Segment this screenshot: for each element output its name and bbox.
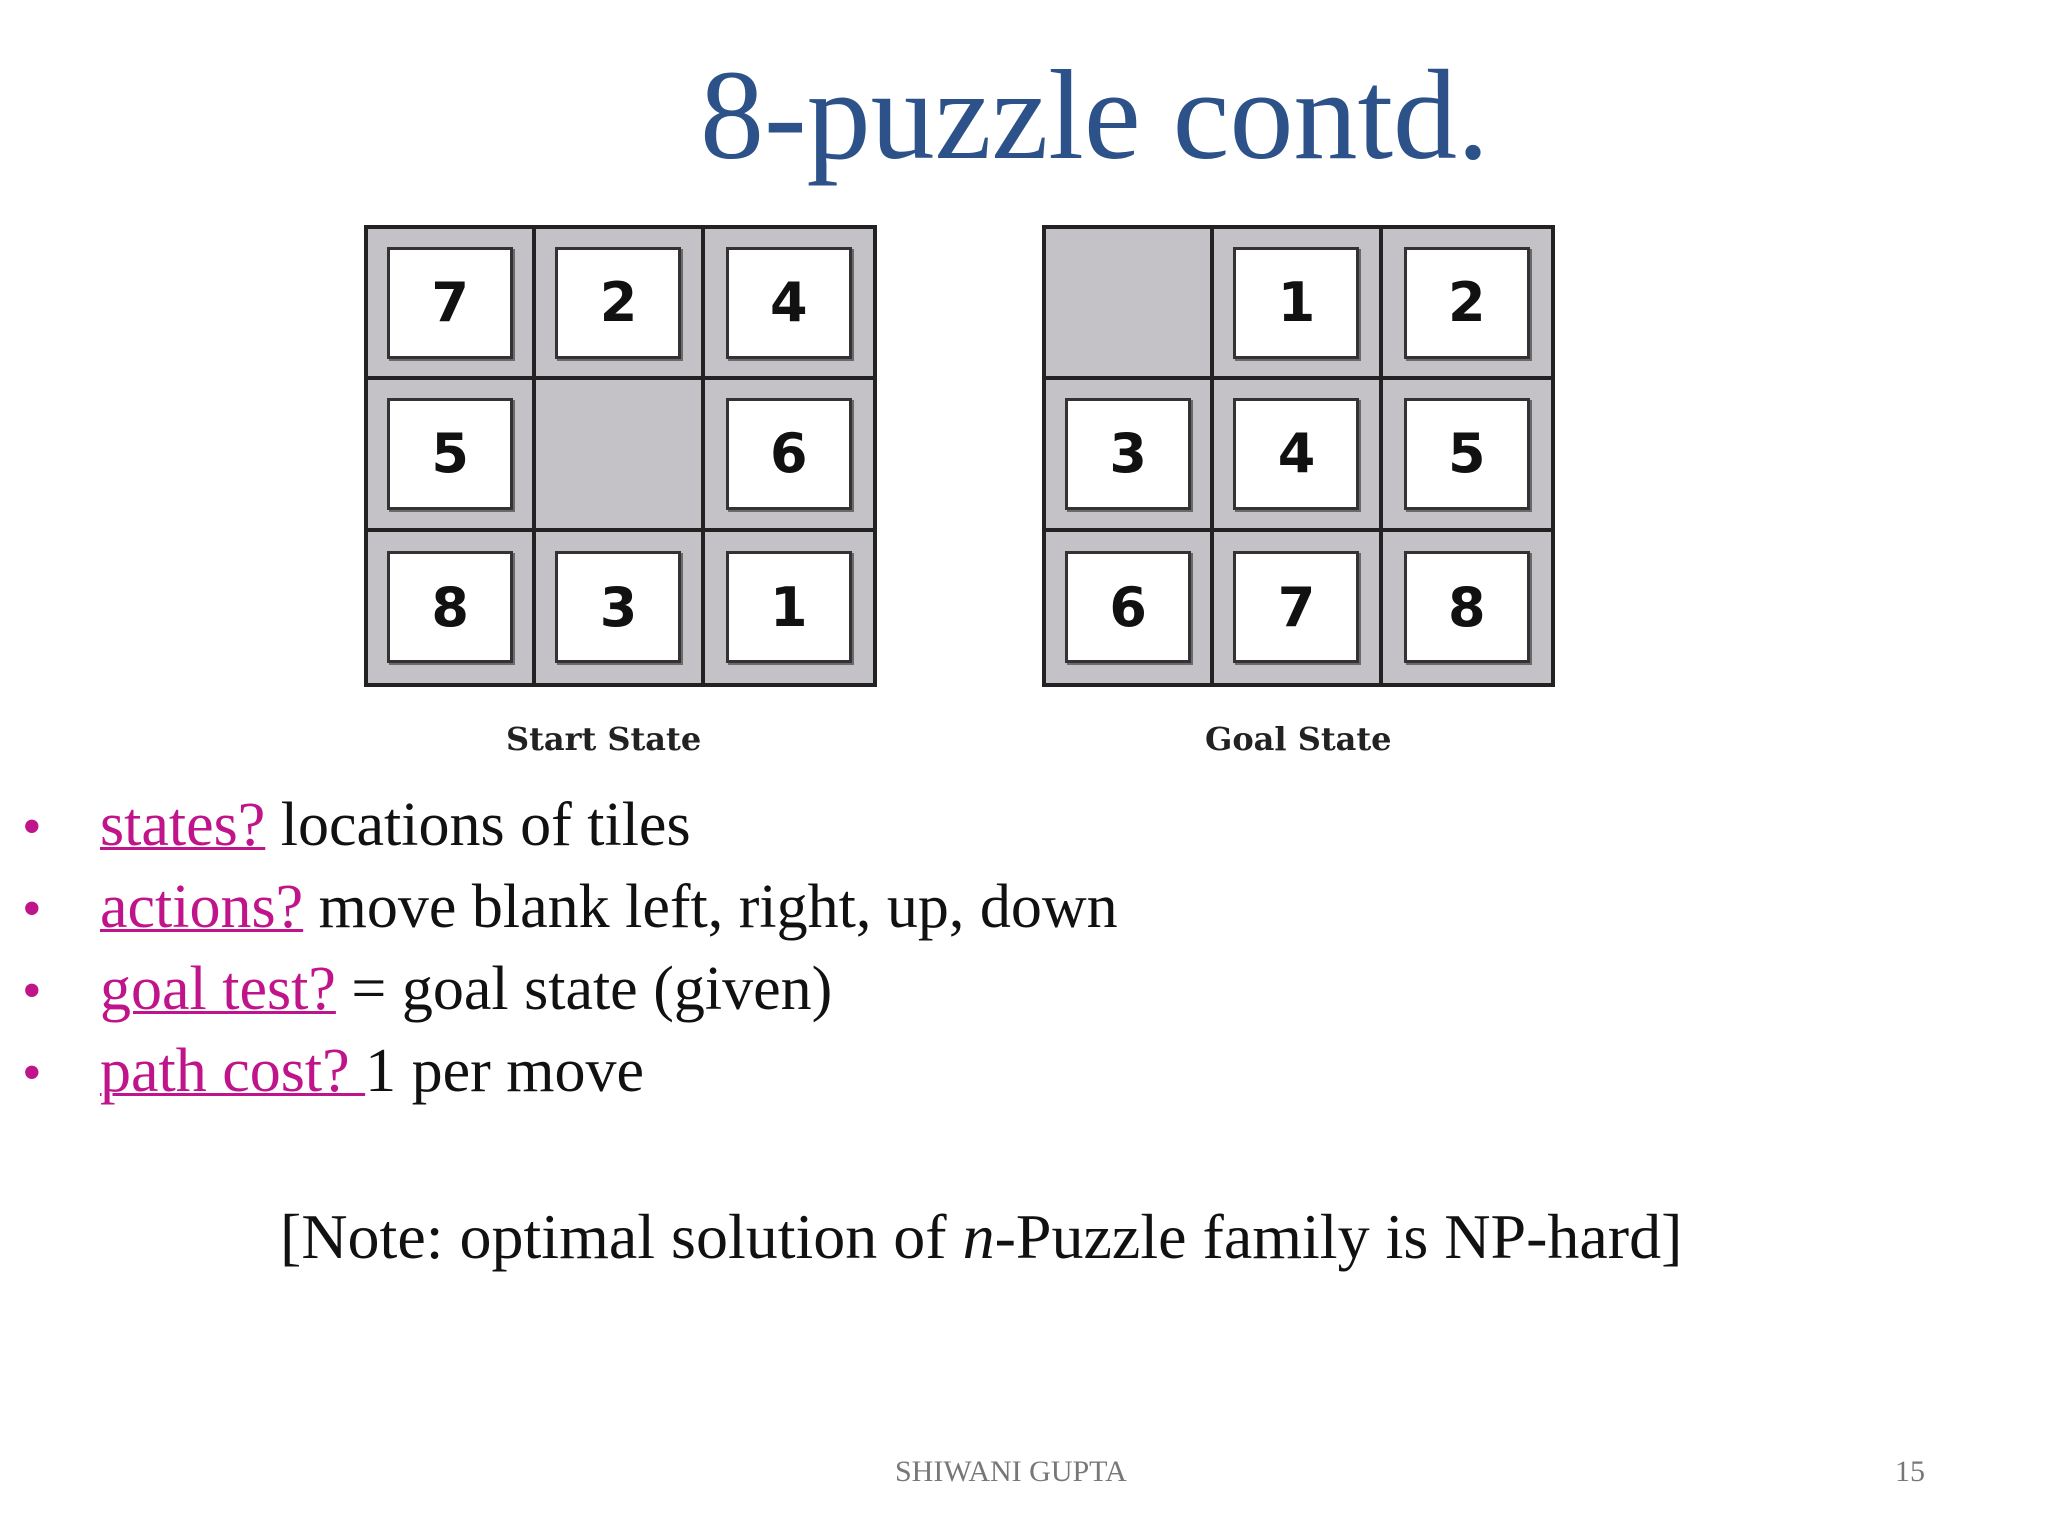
board-cell (705, 380, 873, 531)
board-cell (1383, 380, 1551, 531)
board-cell (1214, 380, 1382, 531)
note-text: -Puzzle family is NP-hard] (994, 1201, 1683, 1272)
note-text: [Note: optimal solution of (280, 1201, 963, 1272)
puzzle-tile: 4 (1233, 398, 1359, 510)
puzzle-tile: 7 (387, 247, 513, 359)
bullet-list (20, 790, 1118, 1118)
puzzle-tile: 8 (387, 551, 513, 663)
bullet-text: 1 per move (365, 1037, 645, 1105)
puzzle-tile: 7 (1233, 551, 1359, 663)
bullet-icon: • (22, 960, 42, 1022)
bullet-text: locations of tiles (265, 791, 691, 859)
start-state-board (364, 225, 877, 687)
board-cell (368, 229, 536, 380)
np-hard-note (280, 1200, 1682, 1274)
board-cell (705, 532, 873, 683)
board-cell (1383, 532, 1551, 683)
page-number: 15 (1895, 1455, 1925, 1488)
puzzle-tile: 5 (1404, 398, 1530, 510)
goal-state-caption: Goal State (1205, 720, 1392, 758)
puzzle-tile: 4 (726, 247, 852, 359)
board-cell (1214, 532, 1382, 683)
puzzle-tile: 2 (555, 247, 681, 359)
footer-author: SHIWANI GUPTA (895, 1455, 1127, 1488)
board-cell (536, 532, 704, 683)
note-italic: n (962, 1201, 995, 1272)
board-cell (1383, 229, 1551, 380)
puzzle-tile: 6 (726, 398, 852, 510)
puzzle-tile: 1 (1233, 247, 1359, 359)
term-link[interactable]: actions? (100, 873, 304, 941)
board-cell (1046, 532, 1214, 683)
puzzle-tile: 8 (1404, 551, 1530, 663)
puzzle-tile: 2 (1404, 247, 1530, 359)
bullet-icon: • (22, 878, 42, 940)
bullet-path-cost (20, 1036, 1118, 1118)
puzzle-tile: 3 (555, 551, 681, 663)
puzzle-tile: 1 (726, 551, 852, 663)
bullet-actions (20, 872, 1118, 954)
term-link[interactable]: path cost? (100, 1037, 366, 1105)
board-cell (1046, 380, 1214, 531)
bullet-states (20, 790, 1118, 872)
puzzle-tile: 3 (1065, 398, 1191, 510)
term-link[interactable]: states? (100, 791, 266, 859)
bullet-icon: • (22, 796, 42, 858)
board-cell (705, 229, 873, 380)
start-state-caption: Start State (506, 720, 702, 758)
board-cell (368, 380, 536, 531)
goal-state-board (1042, 225, 1555, 687)
puzzle-tile: 6 (1065, 551, 1191, 663)
board-cell (1214, 229, 1382, 380)
bullet-text: = goal state (given) (335, 955, 833, 1023)
term-link[interactable]: goal test? (100, 955, 336, 1023)
board-cell (368, 532, 536, 683)
board-cell (536, 229, 704, 380)
bullet-goal-test (20, 954, 1118, 1036)
bullet-icon: • (22, 1042, 42, 1104)
bullet-text: move blank left, right, up, down (303, 873, 1118, 941)
slide-title: 8-puzzle contd. (700, 44, 1489, 186)
puzzle-tile: 5 (387, 398, 513, 510)
blank-cell (1046, 229, 1214, 380)
blank-cell (536, 380, 704, 531)
